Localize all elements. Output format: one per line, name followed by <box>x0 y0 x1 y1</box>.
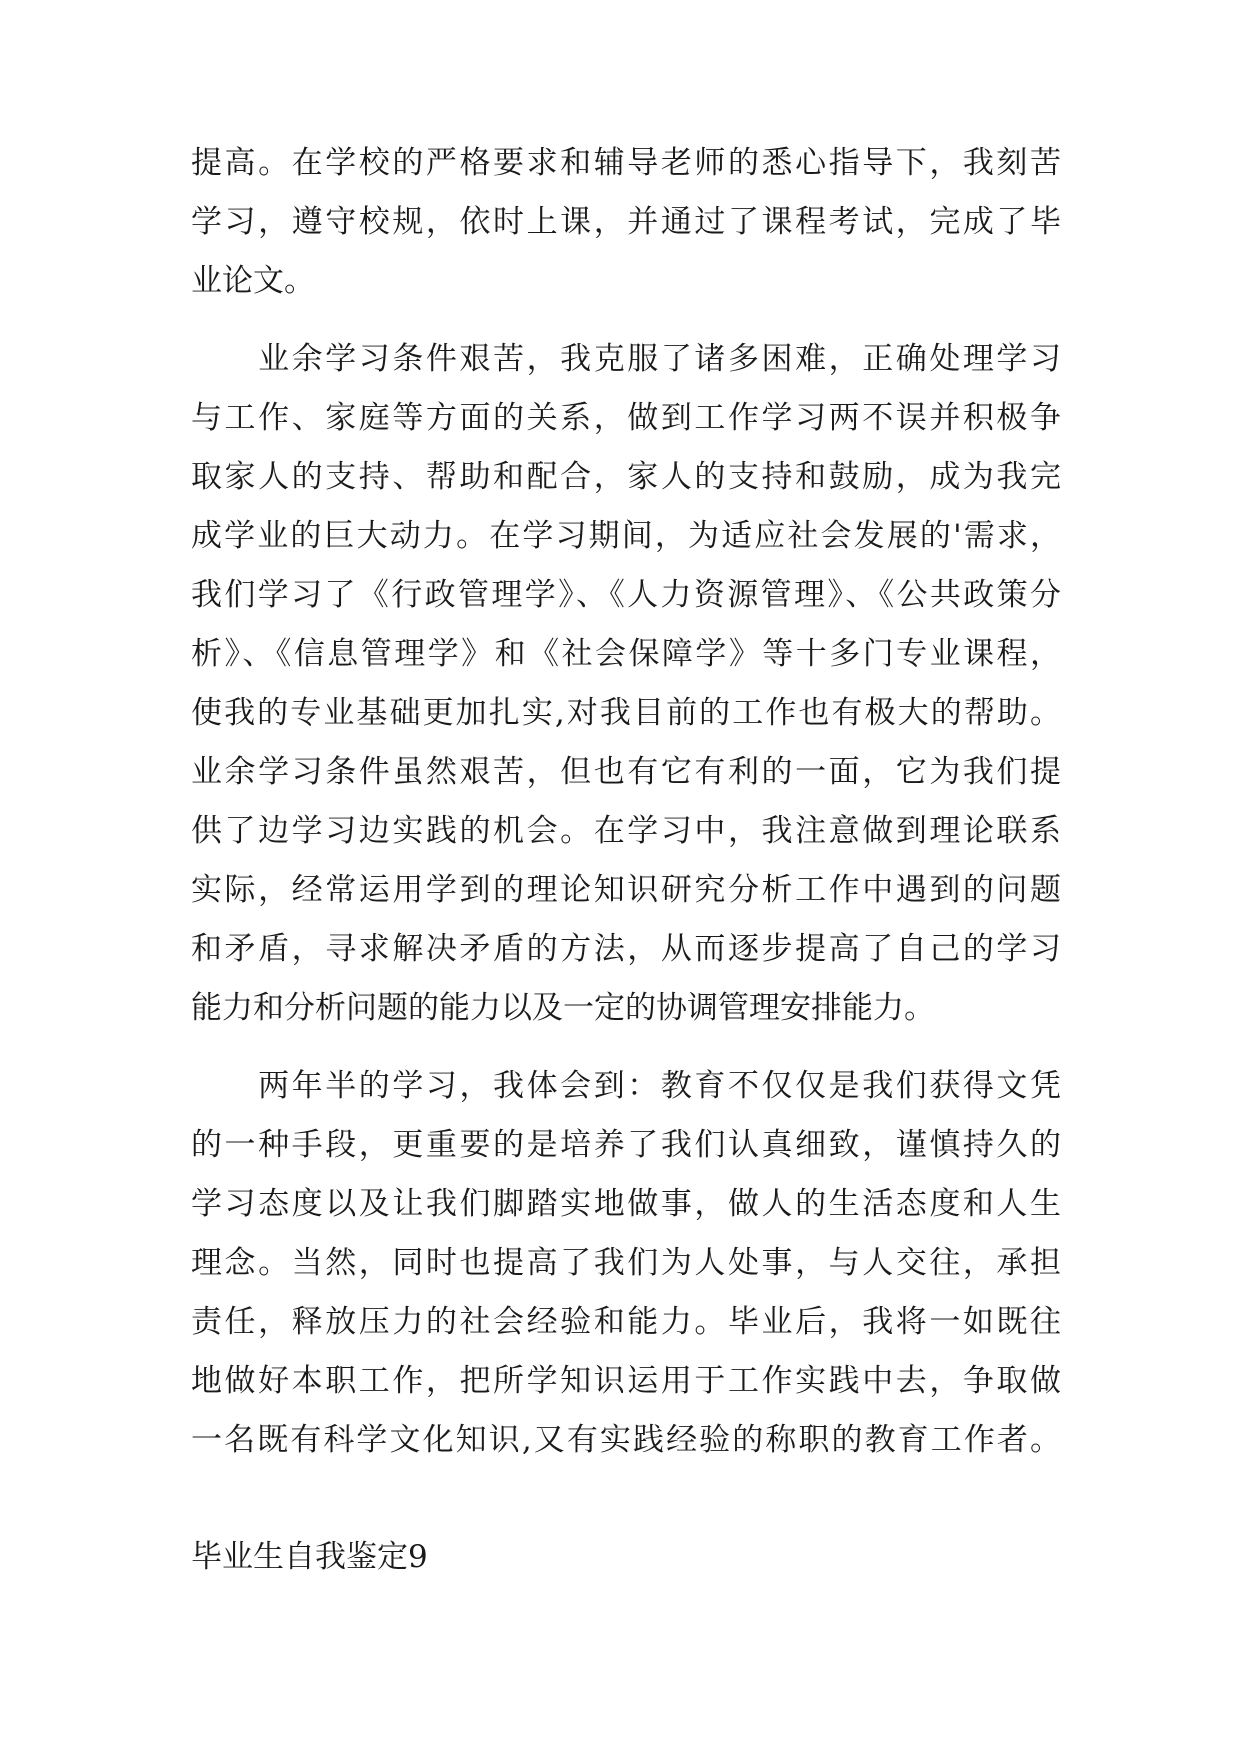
body-line: 成学业的巨大动力。在学习期间，为适应社会发展的'需求， <box>191 518 1061 554</box>
body-line: 实际，经常运用学到的理论知识研究分析工作中遇到的问题 <box>191 872 1061 908</box>
body-line: 业余学习条件虽然艰苦，但也有它有利的一面，它为我们提 <box>191 754 1061 790</box>
body-line: 析》、《信息管理学》和《社会保障学》等十多门专业课程， <box>191 636 1061 672</box>
body-line: 使我的专业基础更加扎实,对我目前的工作也有极大的帮助。 <box>191 695 1061 731</box>
body-line: 地做好本职工作，把所学知识运用于工作实践中去，争取做 <box>191 1363 1061 1399</box>
body-line: 业余学习条件艰苦，我克服了诸多困难，正确处理学习 <box>191 341 1061 377</box>
body-line: 与工作、家庭等方面的关系，做到工作学习两不误并积极争 <box>191 400 1061 436</box>
body-line: 理念。当然，同时也提高了我们为人处事，与人交往，承担 <box>191 1245 1061 1281</box>
body-line: 取家人的支持、帮助和配合，家人的支持和鼓励，成为我完 <box>191 459 1061 495</box>
body-line: 学习，遵守校规，依时上课，并通过了课程考试，完成了毕 <box>191 204 1061 240</box>
body-line: 一名既有科学文化知识,又有实践经验的称职的教育工作者。 <box>191 1422 1061 1458</box>
body-line: 和矛盾，寻求解决矛盾的方法，从而逐步提高了自己的学习 <box>191 931 1061 967</box>
body-line: 供了边学习边实践的机会。在学习中，我注意做到理论联系 <box>191 813 1061 849</box>
body-line: 提高。在学校的严格要求和辅导老师的悉心指导下，我刻苦 <box>191 145 1061 181</box>
body-line: 责任，释放压力的社会经验和能力。毕业后，我将一如既往 <box>191 1304 1061 1340</box>
body-line: 我们学习了《行政管理学》、《人力资源管理》、《公共政策分 <box>191 577 1061 613</box>
body-line: 业论文。 <box>191 263 315 299</box>
body-line: 能力和分析问题的能力以及一定的协调管理安排能力。 <box>191 990 935 1026</box>
body-line: 的一种手段，更重要的是培养了我们认真细致，谨慎持久的 <box>191 1127 1061 1163</box>
body-line: 学习态度以及让我们脚踏实地做事，做人的生活态度和人生 <box>191 1186 1061 1222</box>
body-line: 两年半的学习，我体会到：教育不仅仅是我们获得文凭 <box>191 1068 1061 1104</box>
section-heading: 毕业生自我鉴定9 <box>191 1539 428 1575</box>
